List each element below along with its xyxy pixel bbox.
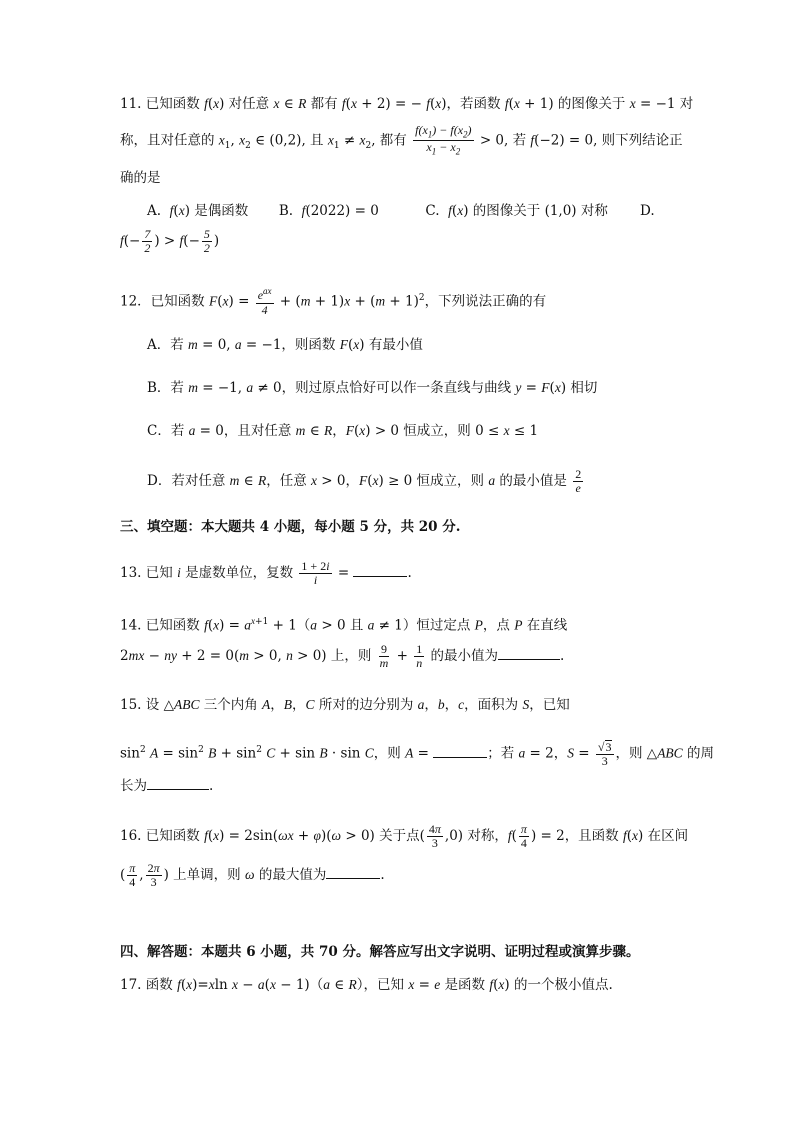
question-16-line-2: ( $\frac{\pi}{4}$ , $\frac{2\pi}{3}$ ) 上单调，则 ω 的最大值为 . xyxy=(120,861,385,890)
question-11-option-d: f(− $\frac{7}{2}$ ) > f(− $\frac{5}{2}$ ) xyxy=(120,227,220,256)
question-12-option-a: A．若 m = 0, a = −1，则函数 F(x) 有最小值 xyxy=(147,337,423,353)
question-15-line-2: $\sin^2 A = \sin^2 B + \sin^2 C + \sin B \cdot \sin C$，则 A = ；若 a = 2，S = $\frac{√3}{3}$ ，则 △ABC 的周 xyxy=(120,739,714,768)
question-14-line-2: 2mx − ny + 2 = 0(m > 0, n > 0) 上，则 $\frac{9}{m}$ + $\frac{1}{n}$ 的最小值为 . xyxy=(120,642,565,671)
question-14-line-1: 14. 已知函数 $f(x) = a^{x+1} + 1(a > 0$ 且 a ≠ 1）恒过定点 P，点 P 在直线 xyxy=(120,616,568,634)
question-17: 17. 函数 f(x)=xln x − a(x − 1)（a ∈ R），已知 x = e 是函数 f(x) 的一个极小值点. xyxy=(120,977,613,993)
section-4-heading: 四、解答题：本题共 6 小题，共 70 分。解答应写出文字说明、证明过程或演算步骤。 xyxy=(120,944,640,960)
question-13: 13. 已知 i 是虚数单位，复数 $\frac{1 + 2i}{i}$ = . xyxy=(120,559,412,588)
question-12-option-d: D．若对任意 m ∈ R，任意 x > 0，F(x) ≥ 0 恒成立，则 a 的最小值是 $\frac{2}{e}$ xyxy=(147,467,582,496)
question-15-line-3: 长为 . xyxy=(120,774,678,798)
question-11-line-2: 称，且对任意的 $x_1$, $x_2$ ∈ (0,2), 且 $x_1 \ne x_2$, 都有 $\frac{f(x_1) - f(x_2)}{x_1 - x_2}$ > 0, 若 f(−2) = 0, 则下列结论正 xyxy=(120,123,683,157)
question-11-options: A. f(x) 是偶函数 B. f(2022) = 0 C. f(x) 的图像关于 (1,0) 对称 xyxy=(147,203,608,219)
fraction: $\frac{f(x_1) - f(x_2)}{x_1 - x_2}$ xyxy=(415,123,472,157)
q11-option-d-label: D. xyxy=(640,203,655,219)
question-15-line-1: 15. 设 △ABC 三个内角 A，B，C 所对的边分别为 a，b，c，面积为 S，已知 xyxy=(120,697,570,713)
question-12-stem: 12．已知函数 F(x) = $\frac{e^{ax}}{4}$ + $(m + 1)x + (m + 1)^2$，下列说法正确的有 xyxy=(120,286,547,317)
question-16-line-1: 16. 已知函数 f(x) = 2sin(ωx + φ)(ω > 0) 关于点( $\frac{4\pi}{3}$ ,0) 对称，f( $\frac{\pi}{4}$ ) = 2，且函数 f(x) 在区间 xyxy=(120,822,689,851)
question-12-option-b: B．若 m = −1, a ≠ 0，则过原点恰好可以作一条直线与曲线 y = F(x) 相切 xyxy=(147,380,598,396)
question-12-option-c: C．若 a = 0，且对任意 m ∈ R，F(x) > 0 恒成立，则 0 ≤ x ≤ 1 xyxy=(147,423,539,439)
section-3-heading: 三、填空题：本大题共 4 小题，每小题 5 分，共 20 分. xyxy=(120,519,461,535)
question-11-line-1: 11. 已知函数 f(x) 对任意 x ∈ R 都有 f(x + 2) = − f(x)，若函数 f(x + 1) 的图像关于 x = −1 对 xyxy=(120,96,694,112)
question-11-line-3: 确的是 xyxy=(120,170,161,186)
